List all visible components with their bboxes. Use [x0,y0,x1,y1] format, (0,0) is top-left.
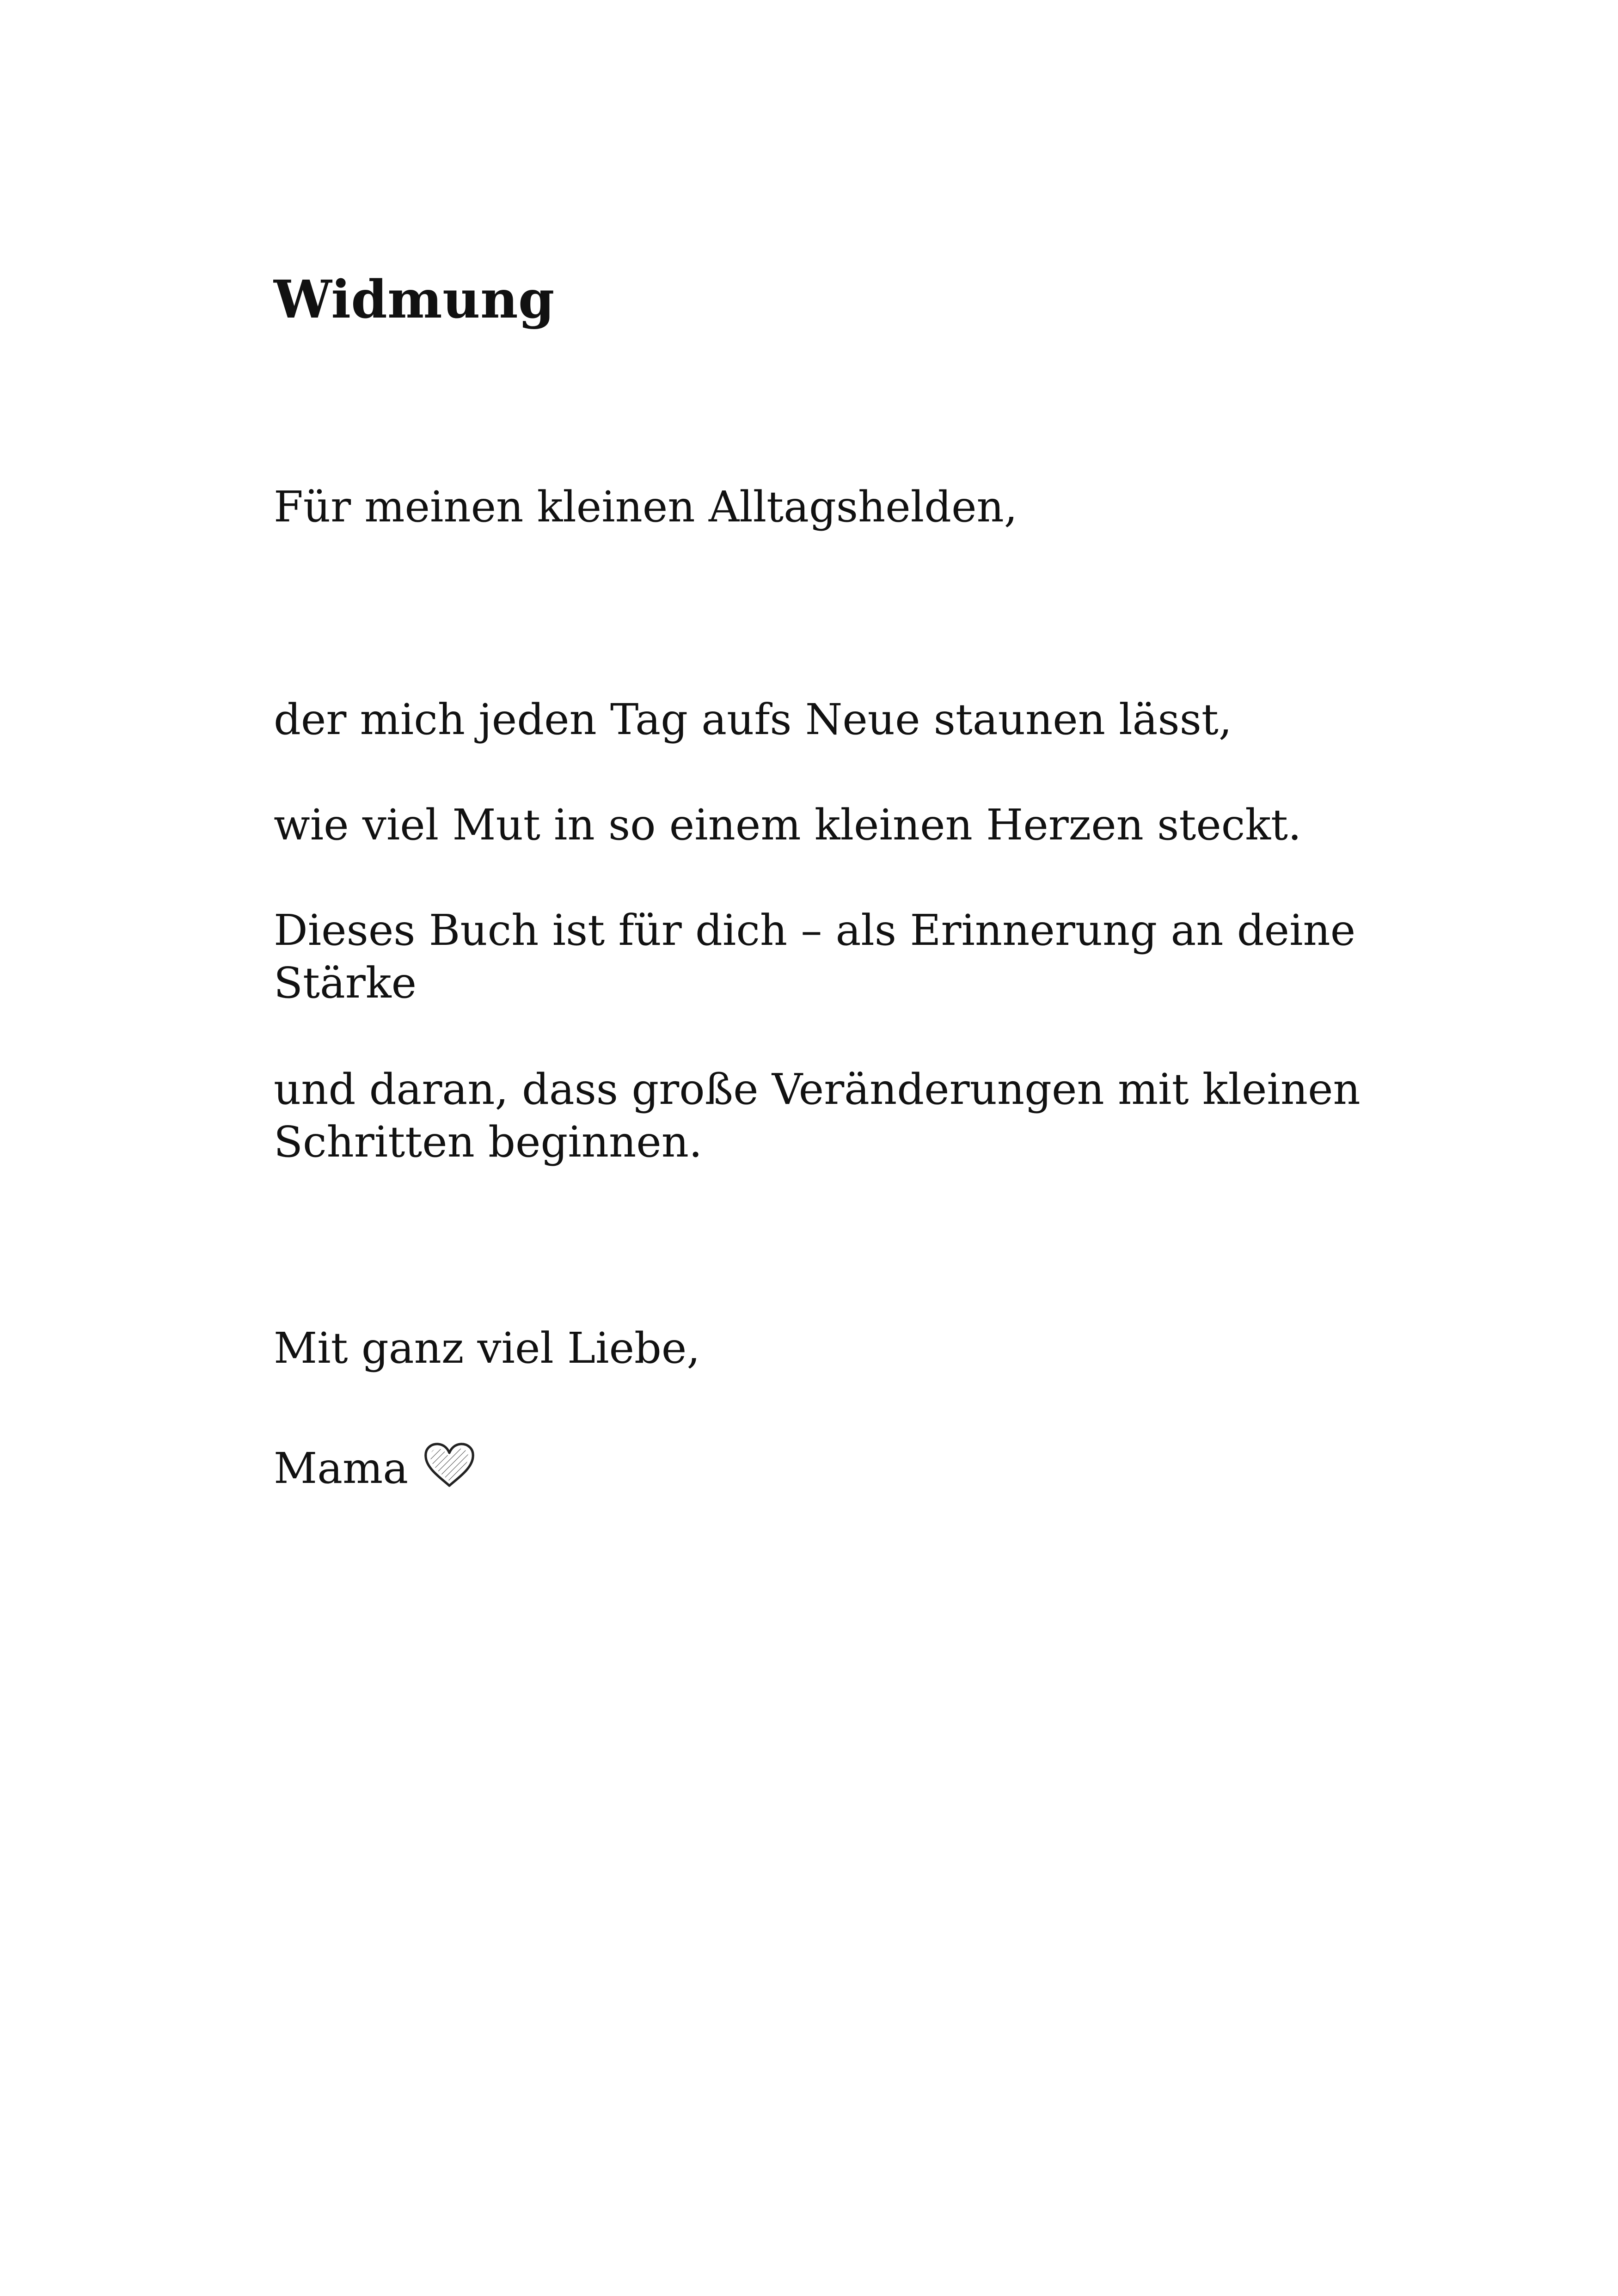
signature-line [274,1441,477,1495]
page-title: Widmung [274,269,555,330]
signature-text: Mama [274,1444,409,1493]
dedication-line-1: der mich jeden Tag aufs Neue staunen lässt, [274,695,1232,744]
dedication-paragraph-1-line-2: Stärke [274,958,417,1008]
dedication-paragraph-2-line-2: Schritten beginnen. [274,1117,703,1167]
dedication-paragraph-1-line-1: Dieses Buch ist für dich – als Erinnerung an deine [274,906,1356,955]
closing-line: Mit ganz viel Liebe, [274,1323,700,1373]
dedication-line-2: wie viel Mut in so einem kleinen Herzen steckt. [274,800,1302,850]
dedication-paragraph-2 [274,1063,1361,1169]
greeting-line: Für meinen kleinen Alltagshelden, [274,482,1018,532]
heart-outline-icon [422,1441,477,1489]
dedication-paragraph-2-line-1: und daran, dass große Veränderungen mit kleinen [274,1065,1361,1114]
dedication-paragraph-1 [274,904,1355,1010]
